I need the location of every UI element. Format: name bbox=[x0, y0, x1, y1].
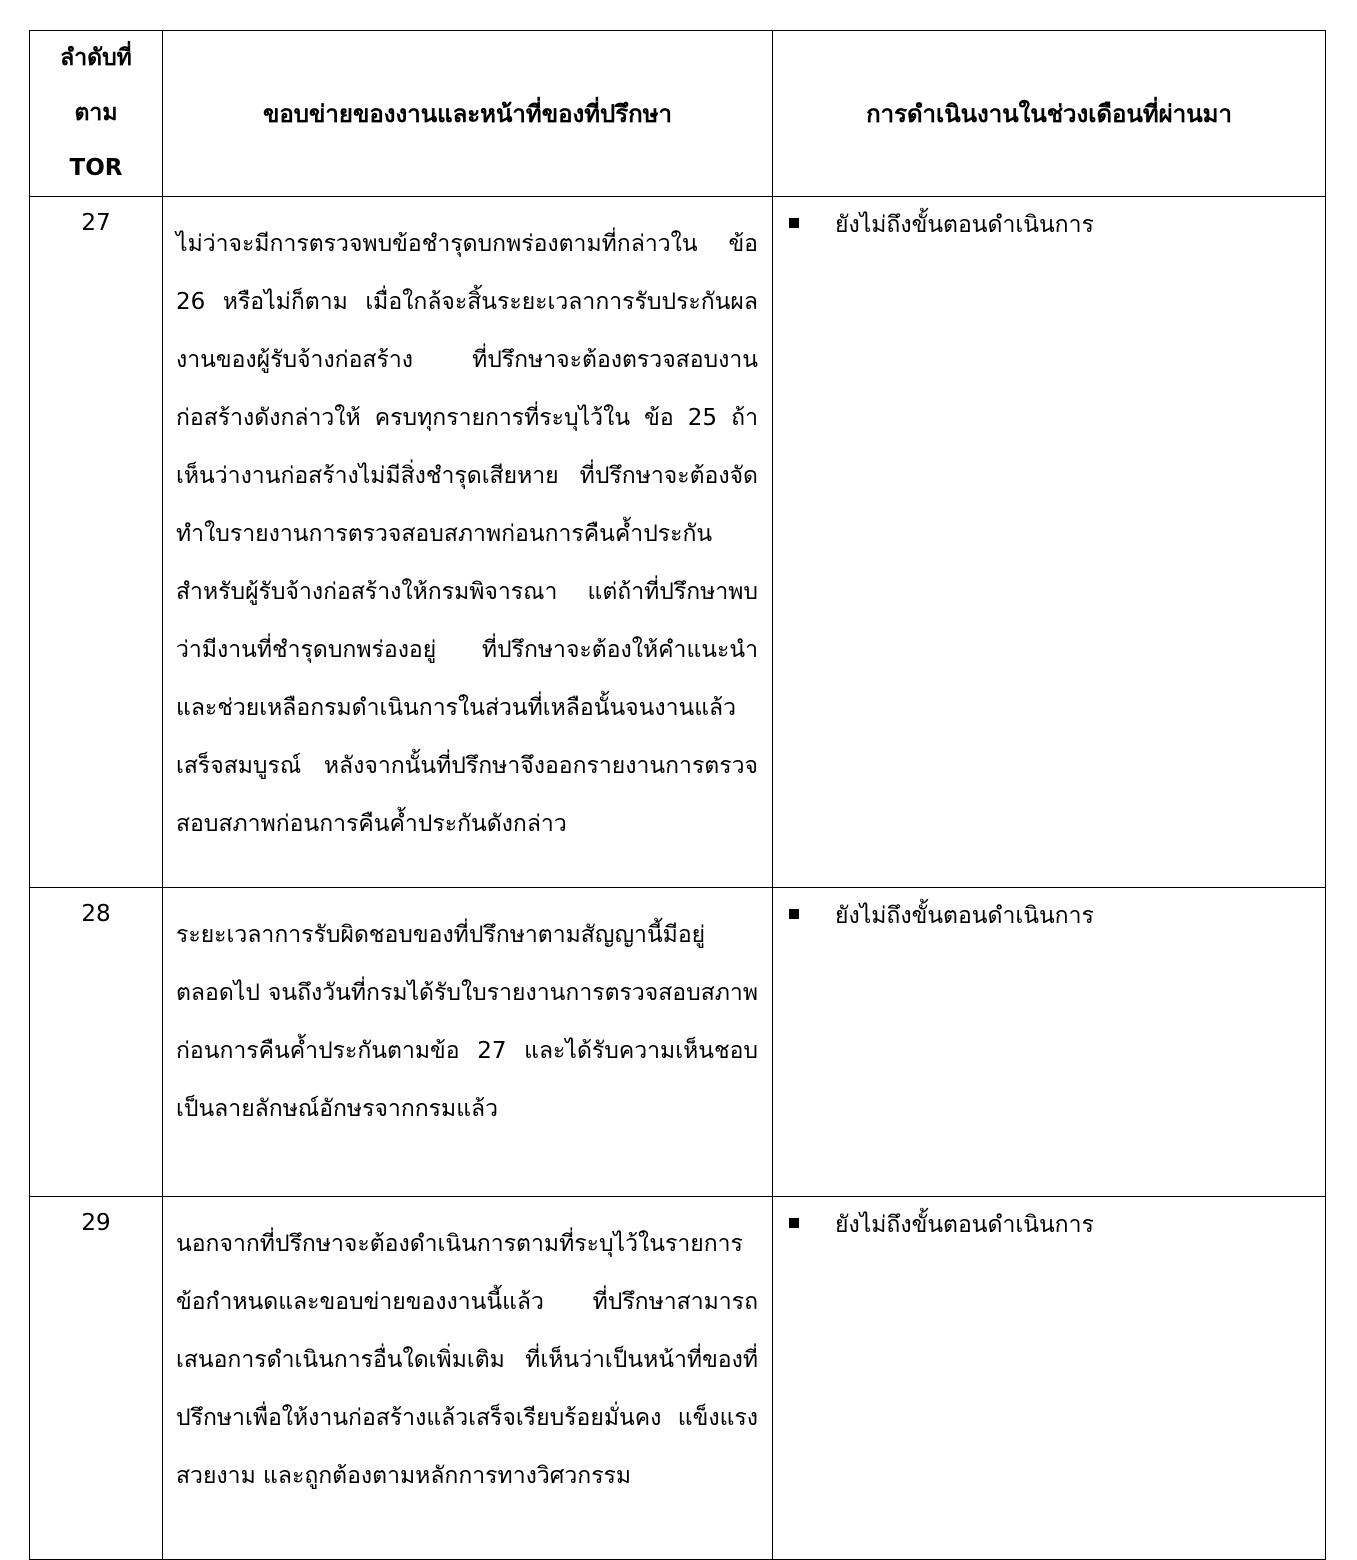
square-bullet-icon bbox=[789, 1218, 799, 1228]
table-row bbox=[30, 888, 1326, 1197]
status-item bbox=[789, 900, 1315, 932]
status-text: ยังไม่ถึงขั้นตอนดำเนินการ bbox=[835, 212, 1094, 238]
square-bullet-icon bbox=[789, 909, 799, 919]
square-bullet-icon bbox=[789, 218, 799, 228]
header-row bbox=[30, 31, 1326, 197]
tor-table bbox=[29, 30, 1326, 1560]
row-status bbox=[773, 197, 1326, 888]
header-order-line: TOR bbox=[69, 155, 123, 181]
header-scope: ขอบข่ายของงานและหน้าที่ของที่ปรึกษา bbox=[163, 31, 773, 197]
header-order-line: ตาม bbox=[74, 100, 118, 126]
row-number: 27 bbox=[30, 197, 163, 888]
table-row bbox=[30, 1197, 1326, 1560]
table-row bbox=[30, 197, 1326, 888]
status-text: ยังไม่ถึงขั้นตอนดำเนินการ bbox=[835, 903, 1094, 929]
row-description: ระยะเวลาการรับผิดชอบของที่ปรึกษาตามสัญญานี้มีอยู่ตลอดไป จนถึงวันที่กรมได้รับใบรายงานการตรวจสอบสภาพก่อนการคืนค้ำประกันตามข้อ 27 และได้รับความเห็นชอบเป็นลายลักษณ์อักษรจากกรมแล้ว bbox=[163, 888, 773, 1197]
row-description: นอกจากที่ปรึกษาจะต้องดำเนินการตามที่ระบุไว้ในรายการข้อกำหนดและขอบข่ายของงานนี้แล้ว ที่ปรึกษาสามารถเสนอการดำเนินการอื่นใดเพิ่มเติม ที่เห็นว่าเป็นหน้าที่ของที่ปรึกษาเพื่อให้งานก่อสร้างแล้วเสร็จเรียบร้อยมั่นคง แข็งแรง สวยงาม และถูกต้องตามหลักการทางวิศวกรรม bbox=[163, 1197, 773, 1560]
status-text: ยังไม่ถึงขั้นตอนดำเนินการ bbox=[835, 1212, 1094, 1238]
row-number: 28 bbox=[30, 888, 163, 1197]
status-item bbox=[789, 1209, 1315, 1241]
header-order-tor bbox=[30, 31, 163, 197]
row-status bbox=[773, 1197, 1326, 1560]
header-order-line: ลำดับที่ bbox=[60, 45, 132, 71]
row-description: ไม่ว่าจะมีการตรวจพบข้อชำรุดบกพร่องตามที่กล่าวใน ข้อ 26 หรือไม่ก็ตาม เมื่อใกล้จะสิ้นระยะเวลาการรับประกันผลงานของผู้รับจ้างก่อสร้าง ที่ปรึกษาจะต้องตรวจสอบงานก่อสร้างดังกล่าวให้ ครบทุกรายการที่ระบุไว้ใน ข้อ 25 ถ้าเห็นว่างานก่อสร้างไม่มีสิ่งชำรุดเสียหาย ที่ปรึกษาจะต้องจัดทำใบรายงานการตรวจสอบสภาพก่อนการคืนค้ำประกันสำหรับผู้รับจ้างก่อสร้างให้กรมพิจารณา แต่ถ้าที่ปรึกษาพบว่ามีงานที่ชำรุดบกพร่องอยู่ ที่ปรึกษาจะต้องให้คำแนะนำและช่วยเหลือกรมดำเนินการในส่วนที่เหลือนั้นจนงานแล้วเสร็จสมบูรณ์ หลังจากนั้นที่ปรึกษาจึงออกรายงานการตรวจสอบสภาพก่อนการคืนค้ำประกันดังกล่าว bbox=[163, 197, 773, 888]
status-item bbox=[789, 209, 1315, 241]
header-progress: การดำเนินงานในช่วงเดือนที่ผ่านมา bbox=[773, 31, 1326, 197]
row-number: 29 bbox=[30, 1197, 163, 1560]
row-status bbox=[773, 888, 1326, 1197]
